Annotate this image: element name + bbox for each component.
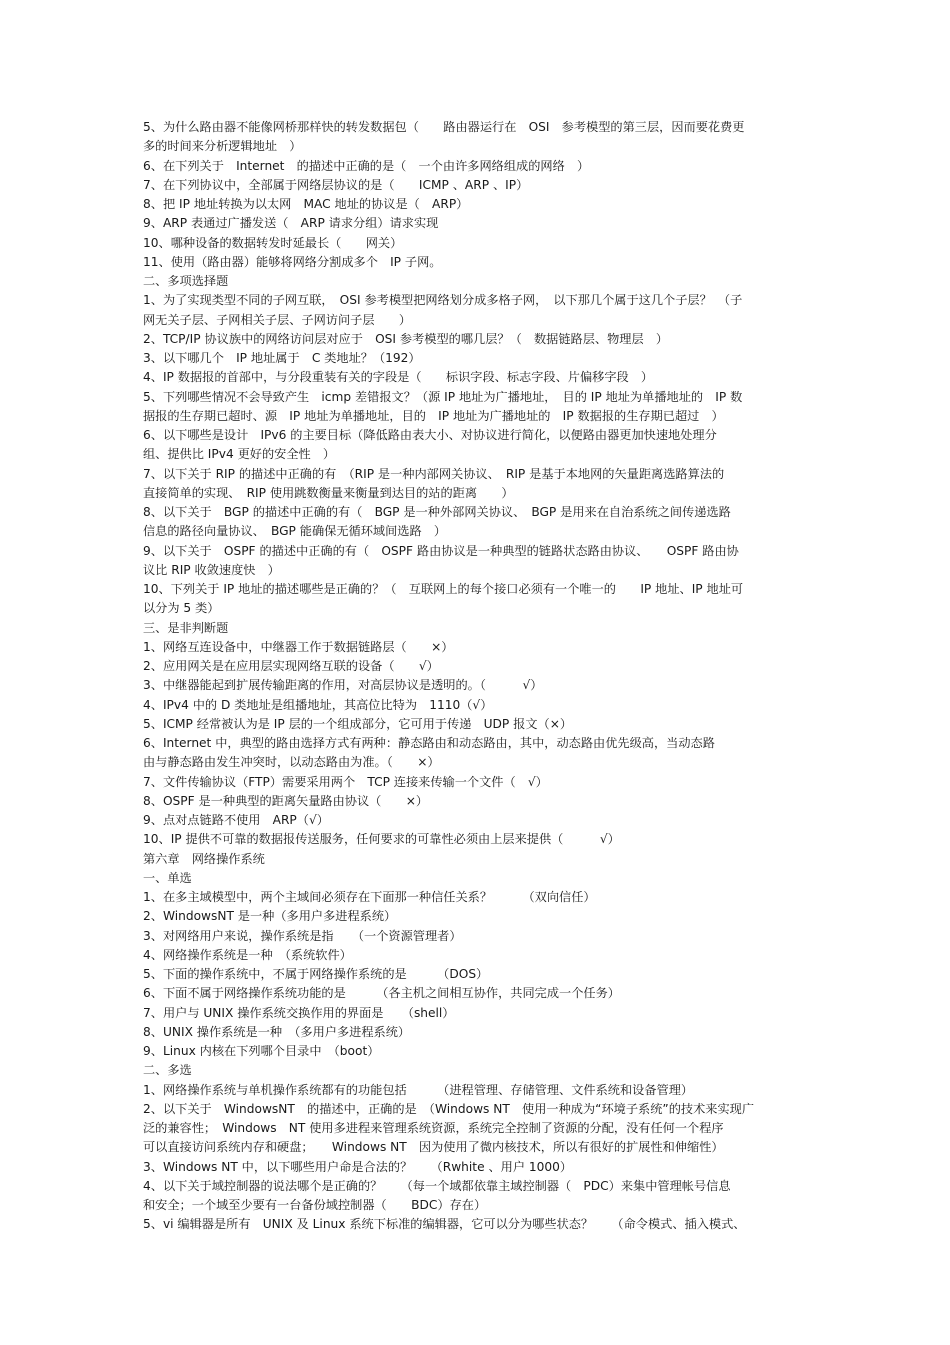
text-line: 8、OSPF 是一种典型的距离矢量路由协议（ ×） [143,793,429,808]
text-line: 1、为了实现类型不同的子网互联， OSI 参考模型把网络划分成多格子网， 以下那几个属于这几个子层？ （子 [143,293,743,308]
text-line: 泛的兼容性； Windows NT 使用多进程来管理系统资源，系统完全控制了资源的分配，没有任何一个程序 [143,1121,724,1135]
text-line: 4、网络操作系统是一种 （系统软件） [143,947,352,962]
text-line: 3、中继器能起到扩展传输距离的作用，对高层协议是透明的。（ √） [143,678,543,693]
text-line: 5、ICMP 经常被认为是 IP 层的一个组成部分，它可用于传递 UDP 报文（×） [143,716,573,731]
text-line: 4、IP 数据报的首部中，与分段重装有关的字段是（ 标识字段、标志字段、片偏移字段 ） [143,370,654,385]
text-line: 二、多项选择题 [143,274,229,288]
text-line: 7、文件传输协议（FTP）需要采用两个 TCP 连接来传输一个文件（ √） [143,774,548,789]
text-line: 2、应用网关是在应用层实现网络互联的设备（ √） [143,659,439,673]
text-line: 和安全；一个域至少要有一台备份域控制器（ BDC）存在） [143,1198,487,1212]
text-line: 5、下面的操作系统中，不属于网络操作系统的是 （DOS） [143,967,489,981]
document-body [143,118,811,1235]
text-line: 5、为什么路由器不能像网桥那样快的转发数据包（ 路由器运行在 OSI 参考模型的第三层，因而要花费更 [143,120,745,134]
text-line: 2、TCP/IP 协议族中的网络访问层对应于 OSI 参考模型的哪几层？（ 数据链路层、物理层 ） [143,331,669,346]
text-line: 4、以下关于域控制器的说法哪个是正确的？ （每一个域都依靠主域控制器（ PDC）来集中管理帐号信息 [143,1178,731,1193]
text-line: 以分为 5 类） [143,601,220,616]
text-line: 11、使用（路由器）能够将网络分割成多个 IP 子网。 [143,254,442,269]
text-line: 4、IPv4 中的 D 类地址是组播地址，其高位比特为 1110（√） [143,697,493,712]
text-line: 8、把 IP 地址转换为以太网 MAC 地址的协议是（ ARP） [143,197,469,211]
text-line: 2、WindowsNT 是一种（多用户多进程系统） [143,909,397,924]
text-line: 议比 RIP 收敛速度快 ） [143,562,280,577]
text-line: 6、以下哪些是设计 IPv6 的主要目标（降低路由表大小、对协议进行简化，以便路由器更加快速地处理分 [143,428,717,442]
text-line: 7、以下关于 RIP 的描述中正确的有 （RIP 是一种内部网关协议、 RIP 是基于本地网的矢量距离选路算法的 [143,466,725,481]
text-line: 第六章 网络操作系统 [143,851,265,866]
text-line: 10、哪种设备的数据转发时延最长（ 网关） [143,235,403,250]
text-line: 8、以下关于 BGP 的描述中正确的有（ BGP 是一种外部网关协议、 BGP 是用来在自治系统之间传递选路 [143,505,731,519]
text-line: 组、提供比 IPv4 更好的安全性 ） [143,447,336,462]
text-line: 6、Internet 中，典型的路由选择方式有两种：静态路由和动态路由，其中，动态路由优先级高，当动态路 [143,736,715,750]
text-line: 据报的生存期已超时、源 IP 地址为单播地址，目的 IP 地址为广播地址的 IP 数据报的生存期已超过 ） [143,408,724,423]
text-line: 9、Linux 内核在下列哪个目录中 （boot） [143,1044,380,1058]
text-line: 8、UNIX 操作系统是一种 （多用户多进程系统） [143,1024,411,1039]
text-line: 7、用户与 UNIX 操作系统交换作用的界面是 （shell） [143,1005,455,1020]
text-line: 三、是非判断题 [143,620,229,635]
text-line: 1、网络互连设备中，中继器工作于数据链路层（ ×） [143,639,454,654]
text-line: 7、在下列协议中，全部属于网络层协议的是（ ICMP 、ARP 、IP） [143,177,529,192]
text-line: 1、网络操作系统与单机操作系统都有的功能包括 （进程管理、存储管理、文件系统和设备管理） [143,1082,694,1097]
text-line: 3、对网络用户来说，操作系统是指 （一个资源管理者） [143,928,462,943]
text-line: 1、在多主域模型中，两个主域间必须存在下面那一种信任关系？ （双向信任） [143,890,596,904]
text-line: 多的时间来分析逻辑地址 ） [143,139,302,154]
text-line: 二、多选 [143,1063,192,1078]
text-line: 9、以下关于 OSPF 的描述中正确的有（ OSPF 路由协议是一种典型的链路状态路由协议、 OSPF 路由协 [143,543,739,558]
text-line: 3、Windows NT 中，以下哪些用户命是合法的？ （Rwhite 、用户 1000） [143,1159,573,1174]
text-line: 5、vi 编辑器是所有 UNIX 及 Linux 系统下标准的编辑器，它可以分为哪些状态？ （命令模式、插入模式、 [143,1217,746,1232]
text-line: 9、点对点链路不使用 ARP（√） [143,813,329,827]
text-line: 10、下列关于 IP 地址的描述哪些是正确的？（ 互联网上的每个接口必须有一个唯一的 IP 地址、IP 地址可 [143,582,744,596]
text-line: 2、以下关于 WindowsNT 的描述中，正确的是 （Windows NT 使用一种成为“环境子系统”的技术来实现广 [143,1101,755,1116]
text-line: 直接简单的实现、 RIP 使用跳数衡量来衡量到达目的站的距离 ） [143,485,514,500]
text-line: 5、下列哪些情况不会导致产生 icmp 差错报文？（源 IP 地址为广播地址， 目的 IP 地址为单播地址的 IP 数 [143,389,743,404]
text-line: 信息的路径向量协议、 BGP 能确保无循环域间选路 ） [143,524,447,539]
text-line: 网无关子层、子网相关子层、子网访问子层 ） [143,312,412,327]
text-line: 9、ARP 表通过广播发送（ ARP 请求分组）请求实现 [143,216,439,231]
text-line: 可以直接访问系统内存和硬盘； Windows NT 因为使用了微内核技术，所以有很好的扩展性和伸缩性） [143,1140,724,1155]
text-line: 一、单选 [143,870,192,885]
text-line: 6、在下列关于 Internet 的描述中正确的是（ 一个由许多网络组成的网络 ） [143,158,590,173]
text-line: 由与静态路由发生冲突时，以动态路由为准。（ ×） [143,755,440,770]
text-line: 10、IP 提供不可靠的数据报传送服务，任何要求的可靠性必须由上层来提供（ √） [143,832,620,847]
text-line: 6、下面不属于网络操作系统功能的是 （各主机之间相互协作，共同完成一个任务） [143,986,620,1001]
text-line: 3、以下哪几个 IP 地址属于 C 类地址？（192） [143,351,421,365]
